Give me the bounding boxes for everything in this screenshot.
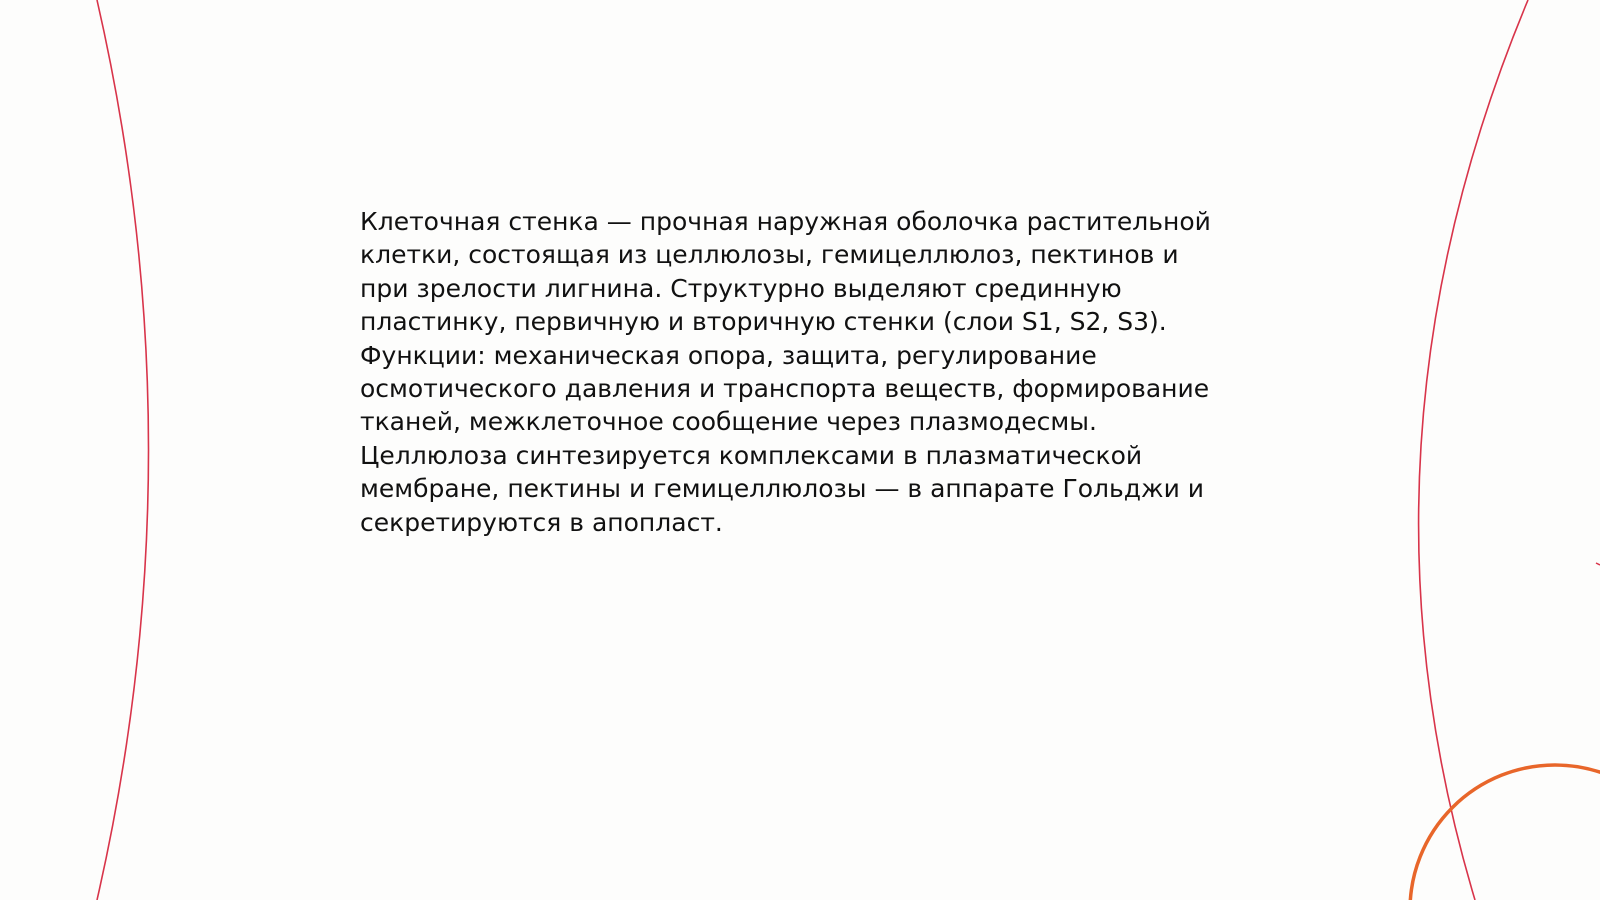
paragraph-line: секретируются в апопласт.	[360, 507, 723, 537]
cell-wall-description	[360, 205, 1260, 539]
paragraph-line: пластинку, первичную и вторичную стенки (слои S1, S2, S3).	[360, 307, 1167, 337]
paragraph-line: клетки, состоящая из целлюлозы, гемицеллюлоз, пектинов и	[360, 240, 1179, 270]
paragraph-line: Клеточная стенка — прочная наружная оболочка растительной	[360, 207, 1211, 236]
paragraph-line: тканей, межклеточное сообщение через плазмодесмы.	[360, 407, 1097, 437]
accent-arc	[1410, 765, 1600, 900]
paragraph-line: Функции: механическая опора, защита, регулирование	[360, 340, 1097, 370]
left-curve-line	[97, 0, 149, 900]
paragraph-line: осмотического давления и транспорта веществ, формирование	[360, 374, 1210, 404]
paragraph-line: Целлюлоза синтезируется комплексами в плазматической	[360, 440, 1143, 470]
right-curve-line	[1419, 0, 1528, 900]
edge-tick-mark	[1596, 563, 1600, 565]
paragraph-line: мембране, пектины и гемицеллюлозы — в аппарате Гольджи и	[360, 474, 1205, 504]
paragraph-line: при зрелости лигнина. Структурно выделяют срединную	[360, 273, 1122, 303]
